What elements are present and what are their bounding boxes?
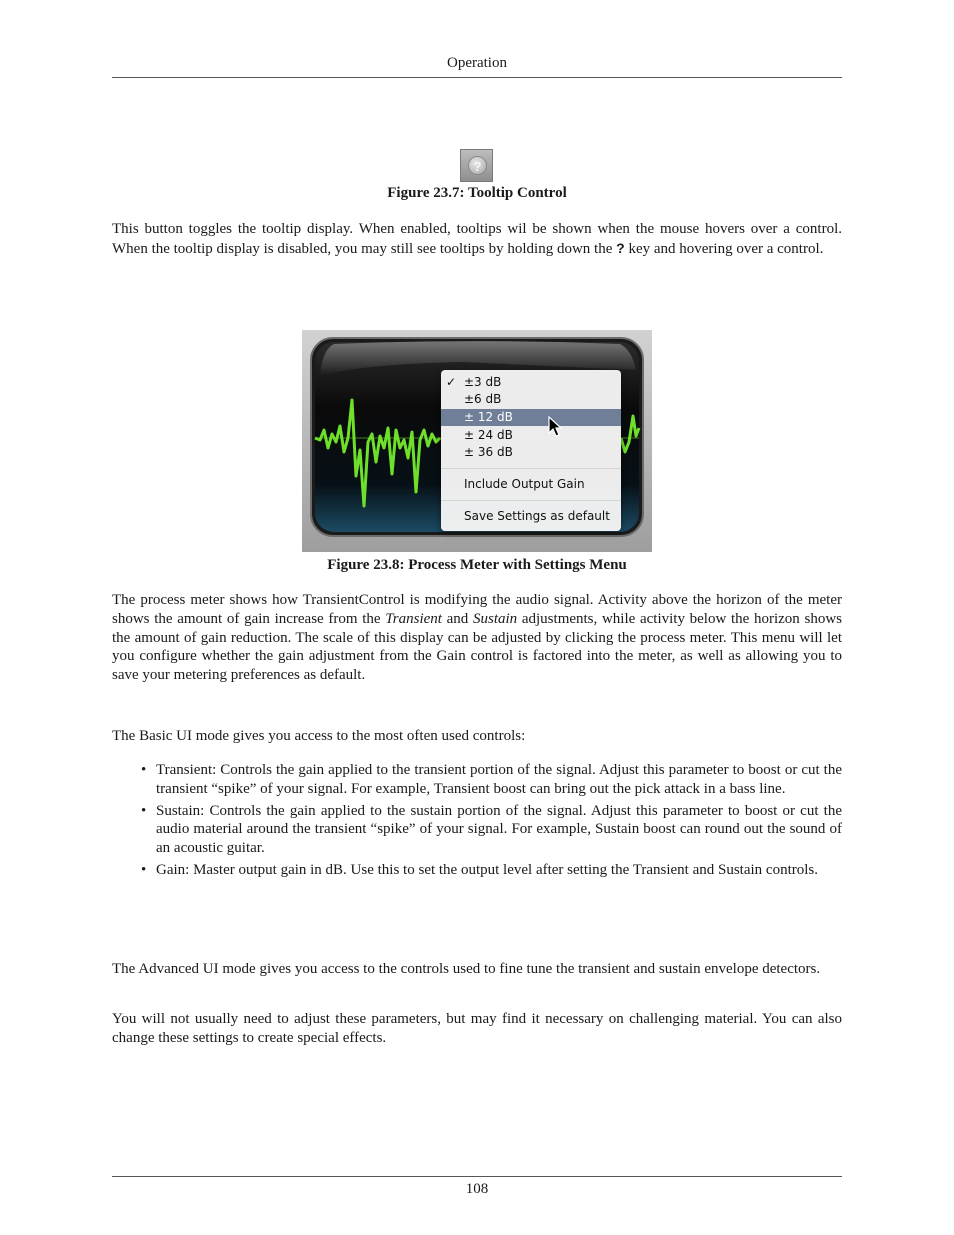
mouse-cursor-icon	[548, 416, 564, 438]
menu-separator	[441, 468, 621, 469]
paragraph-basic-ui: The Basic UI mode gives you access to the most often used controls:	[112, 728, 526, 744]
paragraph-text: and	[446, 610, 469, 627]
bullet-glyph: •	[141, 802, 147, 819]
emphasis-sustain: Sustain	[472, 610, 518, 627]
paragraph-process-meter	[112, 591, 842, 685]
list-item-text: Gain: Master output gain in dB. Use this to set the output level after setting the Transient and Sustain controls.	[156, 861, 818, 878]
menu-item-6db[interactable]	[441, 391, 621, 408]
menu-item-label: Save Settings as default	[464, 509, 610, 523]
help-key: ?	[616, 239, 625, 256]
paragraph-text: key and hovering over a control.	[628, 240, 824, 257]
list-item	[140, 861, 842, 880]
menu-item-label: ± 12 dB	[464, 410, 513, 424]
list-item	[140, 802, 842, 858]
list-item-text: Sustain: Controls the gain applied to the sustain portion of the signal. Adjust this parameter to boost or cut the audio material around the transient “spike” of your signal. For example, Sustain boost can round out the sound of an acoustic guitar.	[156, 802, 842, 857]
footer-rule	[112, 1176, 842, 1177]
emphasis-transient: Transient	[385, 610, 442, 627]
checkmark-icon: ✓	[446, 375, 457, 389]
running-header: Operation	[447, 55, 507, 71]
figure-caption-tooltip: Figure 23.7: Tooltip Control	[387, 185, 567, 201]
menu-item-label: ± 36 dB	[464, 445, 513, 459]
meter-settings-menu[interactable]	[441, 370, 621, 531]
tooltip-control-button[interactable]	[460, 149, 493, 182]
figure-caption-process-meter: Figure 23.8: Process Meter with Settings Menu	[327, 557, 627, 573]
menu-item-label: ±3 dB	[464, 375, 502, 389]
menu-item-label: ±6 dB	[464, 392, 502, 406]
paragraph-text: This button toggles the tooltip display. When enabled, tooltips wil be shown when the mouse hovers over a control. When the tooltip display is disabled, you may still see tooltips by holding down the	[112, 221, 842, 257]
menu-item-label: ± 24 dB	[464, 428, 513, 442]
paragraph-special-effects: You will not usually need to adjust these parameters, but may find it necessary on challenging material. You can also change these settings to create special effects.	[112, 1011, 842, 1046]
paragraph-advanced-ui: The Advanced UI mode gives you access to the controls used to fine tune the transient and sustain envelope detectors.	[112, 961, 821, 977]
question-mark-icon: ?	[468, 156, 487, 175]
menu-item-12db[interactable]	[441, 409, 621, 426]
menu-item-label: Include Output Gain	[464, 477, 585, 491]
paragraph-text: The process meter shows how TransientControl is modifying the audio signal. Activity above the horizon of the meter shows the amount of gain increase from the	[112, 592, 842, 627]
menu-item-3db[interactable]	[441, 374, 621, 391]
header-rule	[112, 77, 842, 78]
basic-controls-list	[140, 761, 842, 883]
menu-separator	[441, 500, 621, 501]
paragraph-text: adjustments, while activity below the horizon shows the amount of gain reduction. The scale of this display can be adjusted by clicking the process meter. This menu will let you configure whether the gain adjustment from the Gain control is factored into the meter, as well as allowing you to save your metering preferences as default.	[112, 610, 843, 684]
bullet-glyph: •	[141, 762, 147, 778]
menu-item-24db[interactable]	[441, 427, 621, 444]
list-item	[140, 761, 842, 799]
menu-item-save-settings[interactable]	[441, 508, 621, 525]
menu-item-include-output-gain[interactable]	[441, 476, 621, 493]
page-number: 108	[465, 1181, 489, 1197]
bullet-glyph: •	[141, 861, 147, 878]
menu-item-36db[interactable]	[441, 444, 621, 461]
paragraph-tooltip	[112, 220, 842, 259]
list-item-text: Transient: Controls the gain applied to the transient portion of the signal. Adjust this parameter to boost or cut the transient “spike” of your signal. For example, Transient boost can bring out the pick attack in a bass line.	[156, 762, 842, 797]
